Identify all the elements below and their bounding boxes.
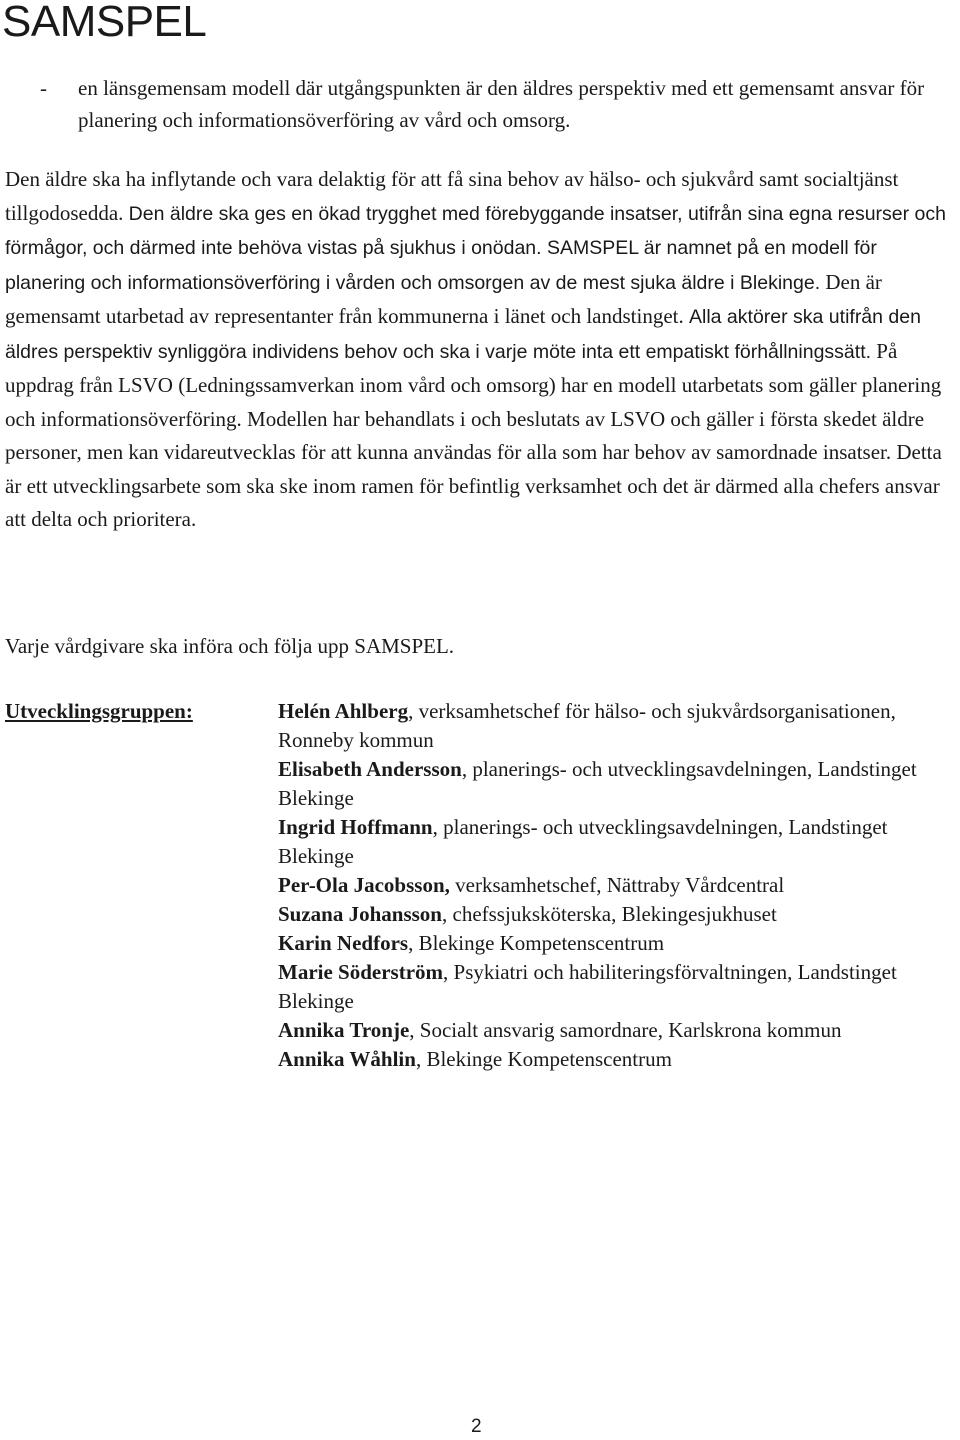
member-role: , Blekinge Kompetenscentrum xyxy=(408,931,665,955)
member-name: Karin Nedfors xyxy=(278,931,409,955)
bullet-marker: - xyxy=(40,76,47,100)
member-name: Helén Ahlberg xyxy=(278,699,409,723)
member-role: , planerings- och utvecklingsavdelningen, Landstinget Blekinge xyxy=(278,757,917,810)
member-role: , planerings- och utvecklingsavdelningen, Landstinget Blekinge xyxy=(278,815,888,868)
member-role: verksamhetschef, Nättraby Vårdcentral xyxy=(449,873,785,897)
sentence-1: Den äldre ska ha inflytande och vara delaktig för att få sina behov av hälso- och sjukvård samt socialtjänst tillgodosedda. xyxy=(5,167,899,225)
member-item xyxy=(278,929,958,958)
member-item xyxy=(278,958,958,1016)
member-name: Ingrid Hoffmann xyxy=(278,815,433,839)
member-item xyxy=(278,871,958,900)
member-name: Marie Söderström xyxy=(278,960,444,984)
member-role: , Psykiatri och habiliteringsförvaltningen, Landstinget Blekinge xyxy=(278,960,897,1013)
member-list xyxy=(278,697,958,1074)
sentence-2: Den äldre ska ges en ökad trygghet med förebyggande insatser, utifrån sina egna resurser och förmågor, och därmed inte behöva vistas på sjukhus i onödan. SAMSPEL är namnet på en modell för planering och informationsöverföring i vården och omsorgen av de mest sjuka äldre i Blekinge. xyxy=(5,202,946,294)
bullet-text: en länsgemensam modell där utgångspunkten är den äldres perspektiv med ett gemensamt ansvar för planering och informationsöverföring av vård och omsorg. xyxy=(78,76,925,132)
member-role: , Blekinge Kompetenscentrum xyxy=(415,1047,672,1071)
sentence-4: Alla aktörer ska utifrån den äldres perspektiv synliggöra individens behov och ska i varje möte inta ett empatiskt förhållningssätt. xyxy=(5,306,921,363)
page-title: SAMSPEL xyxy=(2,0,207,46)
closing-statement: Varje vårdgivare ska införa och följa upp SAMSPEL. xyxy=(5,634,455,658)
member-name: Elisabeth Andersson xyxy=(278,757,462,781)
member-name: Annika Wåhlin xyxy=(278,1047,416,1071)
member-item xyxy=(278,697,958,755)
body-paragraph xyxy=(5,163,957,537)
sentence-3: Den är gemensamt utarbetad av representanter från kommunerna i länet och landstinget. xyxy=(5,269,882,328)
bullet-item xyxy=(40,72,940,136)
member-role: , chefssjuksköterska, Blekingesjukhuset xyxy=(442,902,777,926)
sentence-5: På uppdrag från LSVO (Ledningssamverkan inom vård och omsorg) har en modell utarbetats som gäller planering och informationsöverföring. Modellen har behandlats i och beslutats av LSVO och gäller i första skedet äldre personer, men kan vidareutvecklas för att kunna användas för alla som har behov av samordnade insatser. Detta är ett utvecklingsarbete som ska ske inom ramen för befintlig verksamhet och det är därmed alla chefers ansvar att delta och prioritera. xyxy=(5,338,942,531)
page-number: 2 xyxy=(471,1416,482,1437)
member-item xyxy=(278,755,958,813)
member-role: , Socialt ansvarig samordnare, Karlskrona kommun xyxy=(409,1018,842,1042)
member-item xyxy=(278,813,958,871)
member-role: , verksamhetschef för hälso- och sjukvårdsorganisationen, Ronneby kommun xyxy=(278,699,896,752)
member-item xyxy=(278,1016,958,1045)
member-name: Per-Ola Jacobsson, xyxy=(278,873,450,897)
member-item xyxy=(278,900,958,929)
member-name: Annika Tronje xyxy=(278,1018,410,1042)
group-label: Utvecklingsgruppen: xyxy=(5,699,193,723)
member-item xyxy=(278,1045,958,1074)
member-name: Suzana Johansson xyxy=(278,902,442,926)
